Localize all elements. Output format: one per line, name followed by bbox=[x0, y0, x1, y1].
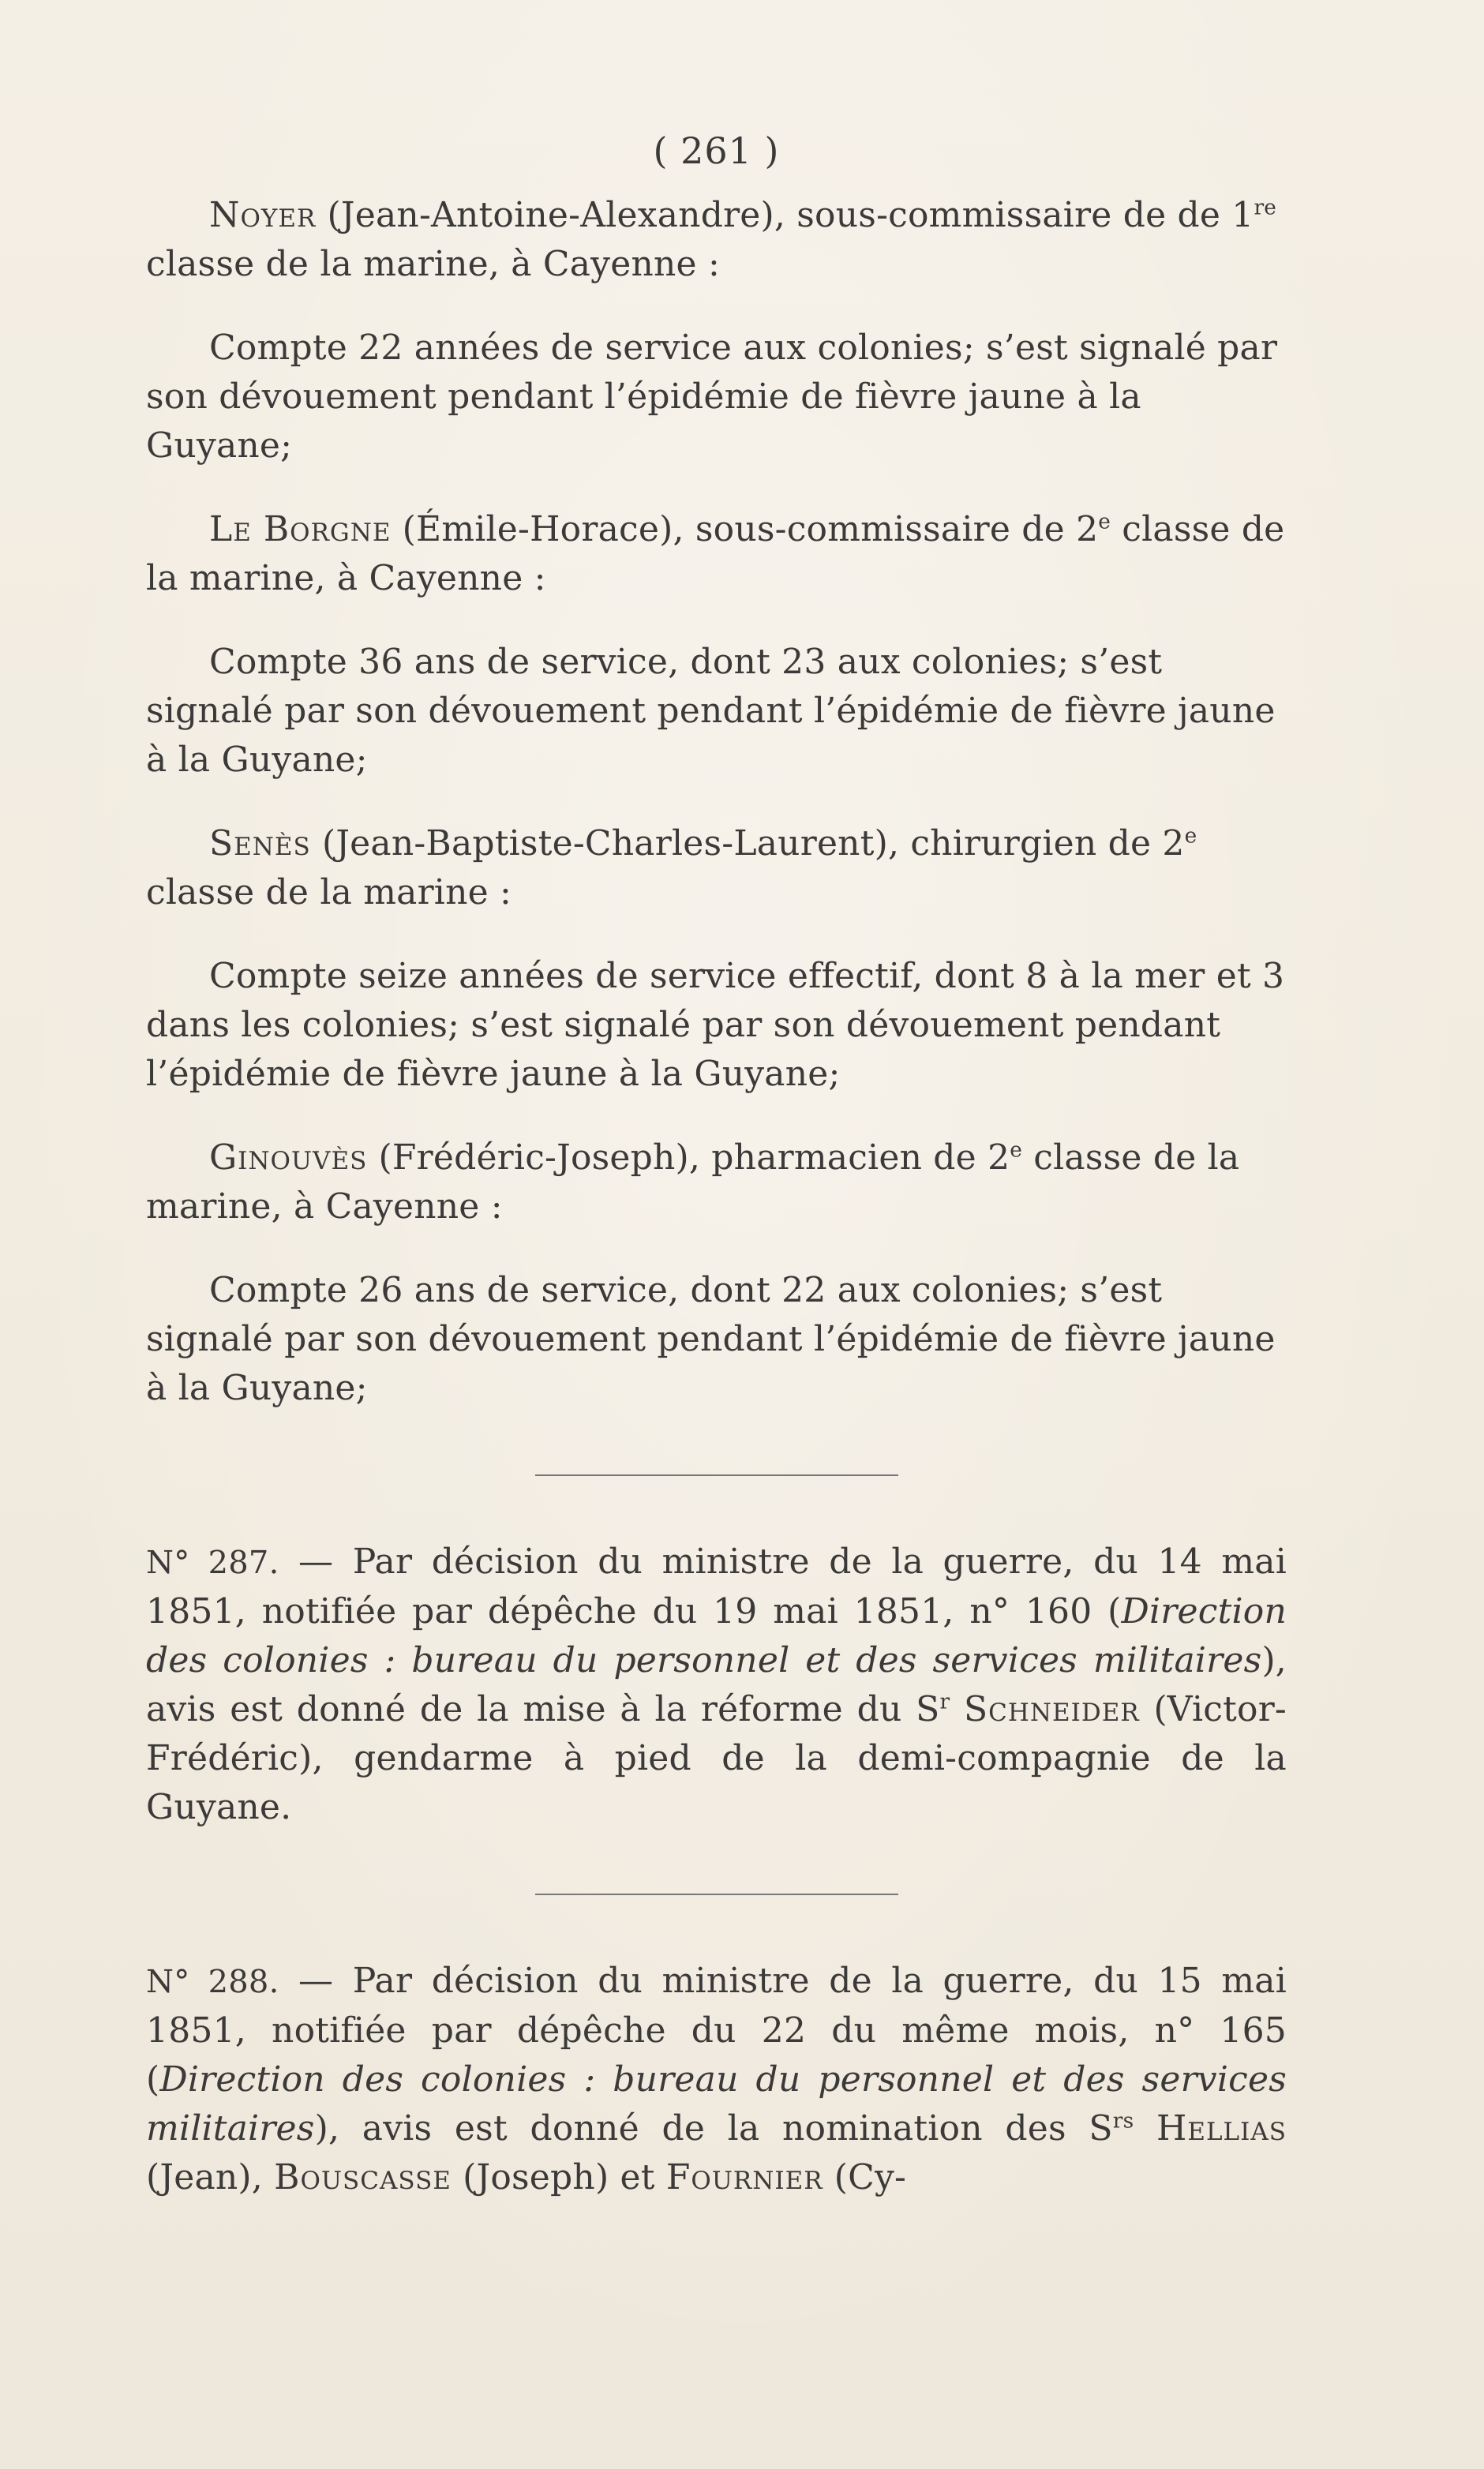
title-superscript: r bbox=[939, 1689, 950, 1714]
entry-details: (Frédéric-Joseph), pharmacien de 2 bbox=[367, 1137, 1010, 1178]
notice-department: Direction des colonies : bureau du personnel et des services militaires bbox=[146, 2059, 1287, 2149]
page-number-header: ( 261 ) bbox=[653, 129, 780, 172]
ordinal-superscript: e bbox=[1010, 1137, 1023, 1163]
entry-details-tail: classe de la marine : bbox=[146, 872, 512, 912]
entry-details: (Jean-Baptiste-Charles-Laurent), chirurgien de 2 bbox=[310, 823, 1185, 864]
person-name: Schneider bbox=[964, 1689, 1140, 1729]
section-divider bbox=[535, 1894, 898, 1895]
ordinal-superscript: e bbox=[1184, 823, 1197, 849]
notice-text: (Cy- bbox=[823, 2157, 907, 2197]
notice-text: (Victor-Frédéric), gendarme à pied de la demi-compagnie de la Guyane. bbox=[146, 1689, 1287, 1827]
entry-details-tail: classe de la marine, à Cayenne : bbox=[146, 244, 720, 284]
notice-text: — Par décision du ministre de la guerre, du 15 mai 1851, notifiée par dépêche du 22 du même mois, n° 165 ( bbox=[146, 1961, 1287, 2100]
notice-text: ), avis est donné de la nomination des S bbox=[314, 2108, 1113, 2149]
entry-details: (Jean-Antoine-Alexandre), sous-commissaire de de 1 bbox=[316, 195, 1254, 235]
person-name: Ginouvès bbox=[209, 1137, 368, 1178]
notice-text: (Joseph) et bbox=[451, 2157, 666, 2197]
notice-287 bbox=[146, 1538, 1287, 1832]
page-content bbox=[146, 126, 1287, 2202]
person-name: Bouscasse bbox=[274, 2157, 452, 2197]
title-superscript: rs bbox=[1112, 2108, 1134, 2134]
person-name: Fournier bbox=[665, 2157, 823, 2197]
notice-text: (Jean), bbox=[146, 2157, 275, 2197]
notice-number: N° 287. bbox=[146, 1545, 279, 1581]
notice-department: Direction des colonies : bureau du personnel et des services militaires bbox=[146, 1591, 1287, 1680]
notice-text: — Par décision du ministre de la guerre, du 14 mai 1851, notifiée par dépêche du 19 mai 1851, n° 160 ( bbox=[146, 1542, 1287, 1632]
entry-details-tail: classe de la marine, à Cayenne : bbox=[146, 1137, 1240, 1227]
notice-number: N° 288. bbox=[146, 1964, 279, 2000]
ordinal-superscript: e bbox=[1098, 509, 1111, 534]
section-divider bbox=[535, 1474, 898, 1476]
person-name: Senès bbox=[209, 823, 311, 864]
entry-noyer-heading bbox=[146, 191, 1287, 289]
entry-noyer-body: Compte 22 années de service aux colonies; s’est signalé par son dévouement pendant l’épidémie de fièvre jaune à la Guyane; bbox=[146, 328, 1278, 466]
entry-ginouves-heading bbox=[146, 1133, 1287, 1231]
person-name: Hellias bbox=[1156, 2108, 1287, 2149]
entry-senes-heading bbox=[146, 819, 1287, 917]
notice-text: ), avis est donné de la mise à la réforme du S bbox=[146, 1640, 1287, 1729]
entry-leborgne-heading bbox=[146, 505, 1287, 603]
ordinal-superscript: re bbox=[1254, 195, 1277, 220]
entry-details: (Émile-Horace), sous-commissaire de 2 bbox=[391, 509, 1099, 549]
entry-leborgne-body: Compte 36 ans de service, dont 23 aux colonies; s’est signalé par son dévouement pendant l’épidémie de fièvre jaune à la Guyane; bbox=[146, 642, 1276, 780]
entry-senes-body: Compte seize années de service effectif, dont 8 à la mer et 3 dans les colonies; s’est signalé par son dévouement pendant l’épidémie de fièvre jaune à la Guyane; bbox=[146, 956, 1285, 1094]
person-name: Le Borgne bbox=[209, 509, 392, 549]
entry-ginouves-body: Compte 26 ans de service, dont 22 aux colonies; s’est signalé par son dévouement pendant l’épidémie de fièvre jaune à la Guyane; bbox=[146, 1270, 1276, 1408]
person-name: Noyer bbox=[209, 195, 317, 235]
entry-details-tail: classe de la marine, à Cayenne : bbox=[146, 509, 1285, 598]
notice-288 bbox=[146, 1957, 1287, 2202]
